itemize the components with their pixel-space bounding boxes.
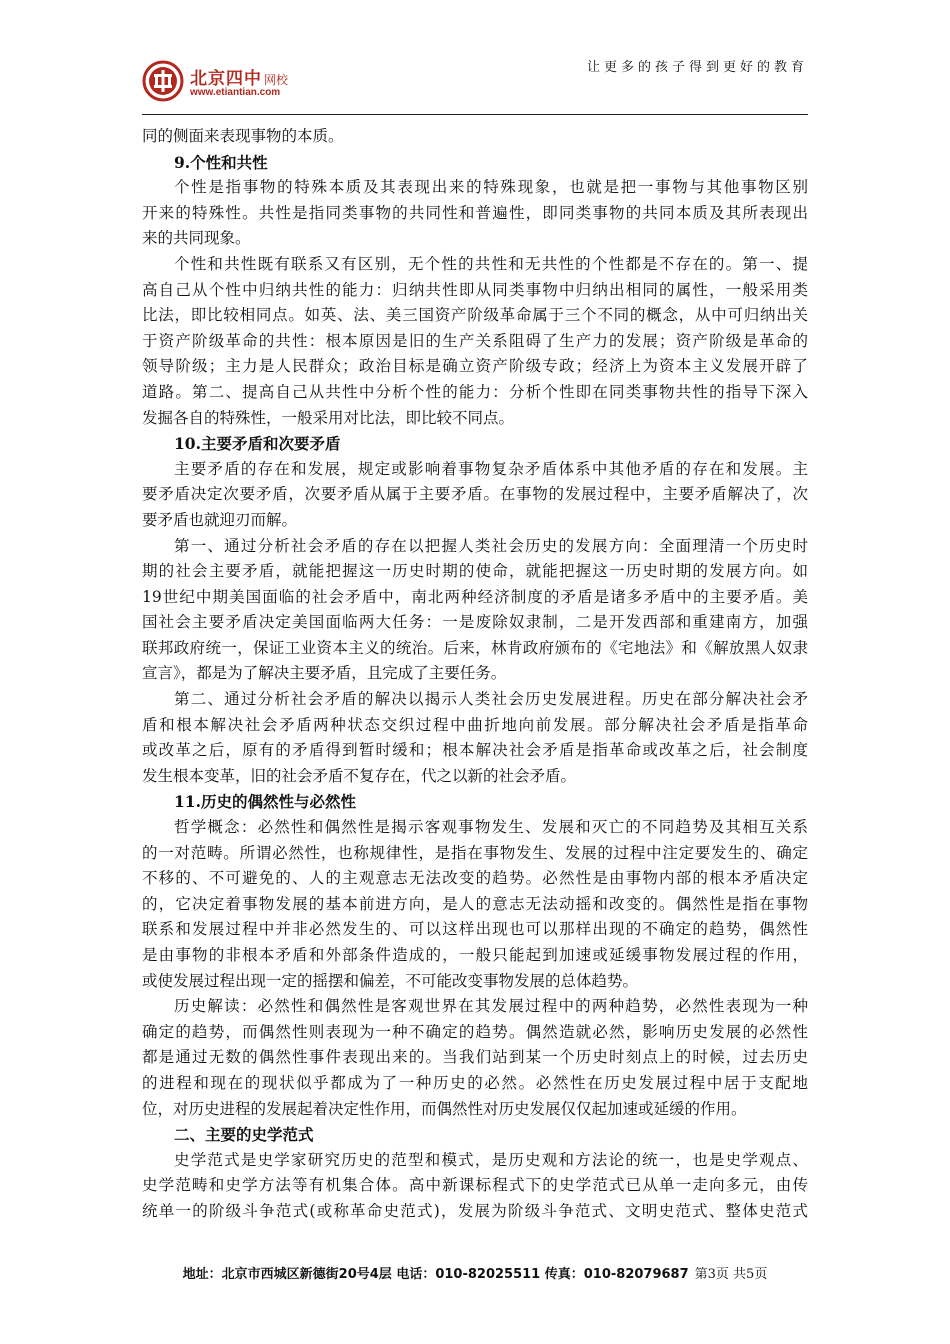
text-line: 第一、通过分析社会矛盾的存在以把握人类社会历史的发展方向：全面理清一个历史时 [174,536,808,555]
text-line: 第二、通过分析社会矛盾的解决以揭示人类社会历史发展进程。历史在部分解决社会矛 [174,690,808,709]
text-line: 宣言》，都是为了解决主要矛盾，且完成了主要任务。 [142,664,507,683]
section-heading: 9.个性和共性 [174,152,268,172]
text-line: 同的侧面来表现事物的本质。 [142,127,344,145]
text-line: 开来的特殊性。共性是指同类事物的共同性和普遍性，即同类事物的共同本质及其所表现出 [142,203,808,222]
text-line: 史学范畴和史学方法等有机集合体。高中新课标程式下的史学范式已从单一走向多元，由传 [142,1176,808,1195]
text-line: 或改革之后，原有的矛盾得到暂时缓和；根本解决社会矛盾是指革命或改革之后，社会制度 [142,741,808,760]
footer-address: 地址：北京市西城区新德街20号4层 电话：010-82025511 传真：010-82079687 [182,1267,689,1282]
text-line: 盾和根本解决社会矛盾两种状态交织过程中曲折地向前发展。部分解决社会矛盾是指革命 [142,715,808,734]
section-heading: 10.主要矛盾和次要矛盾 [174,434,341,454]
text-line: 于资产阶级革命的共性：根本原因是旧的生产关系阻碍了生产力的发展；资产阶级是革命的 [142,331,808,350]
text-line: 联邦政府统一，保证工业资本主义的统治。后来，林肯政府颁布的《宅地法》和《解放黑人奴隶 [142,638,808,657]
text-line: 都是通过无数的偶然性事件表现出来的。当我们站到某一个历史时刻点上的时候，过去历史 [142,1048,808,1067]
etiantian-logo-icon [142,60,184,102]
text-line: 要矛盾也就迎刃而解。 [142,510,298,529]
text-line: 的进程和现在的现状似乎都成为了一种历史的必然。必然性在历史发展过程中居于支配地 [142,1073,808,1092]
text-line: 高自己从个性中归纳共性的能力：归纳共性即从同类事物中归纳出相同的属性，一般采用类 [142,280,808,299]
school-url: www.etiantian.com [190,87,281,98]
document-body [142,124,808,1225]
text-line: 确定的趋势，而偶然性则表现为一种不确定的趋势。偶然造就必然，影响历史发展的必然性 [142,1022,808,1041]
text-line: 19世纪中期美国面临的社会矛盾中，南北两种经济制度的矛盾是诸多矛盾中的主要矛盾。美 [142,587,808,606]
text-line: 哲学概念：必然性和偶然性是揭示客观事物发生、发展和灭亡的不同趋势及其相互关系 [174,818,808,837]
text-line: 领导阶级；主力是人民群众；政治目标是确立资产阶级专政；经济上为资本主义发展开辟了 [142,357,808,376]
text-line: 国社会主要矛盾决定美国面临两大任务：一是废除奴隶制，二是开发西部和重建南方，加强 [142,613,808,632]
text-line: 统单一的阶级斗争范式(或称革命史范式)，发展为阶级斗争范式、文明史范式、整体史范式 [142,1201,808,1220]
text-line: 个性和共性既有联系又有区别，无个性的共性和无共性的个性都是不存在的。第一、提 [174,254,808,273]
section-heading: 11.历史的偶然性与必然性 [174,792,356,812]
slogan: 让更多的孩子得到更好的教育 [586,60,808,75]
school-name [190,64,288,89]
text-line: 是由事物的非根本矛盾和外部条件造成的，一般只能起到加速或延缓事物发展过程的作用， [142,946,808,964]
text-line: 个性是指事物的特殊本质及其表现出来的特殊现象，也就是把一事物与其他事物区别 [174,178,808,197]
text-line: 史学范式是史学家研究历史的范型和模式，是历史观和方法论的统一，也是史学观点、 [174,1150,808,1169]
page-number: 第3页 共5页 [694,1267,768,1282]
text-line: 的一对范畴。所谓必然性，也称规律性，是指在事物发生、发展的过程中注定要发生的、确定 [142,843,808,862]
text-line: 历史解读：必然性和偶然性是客观世界在其发展过程中的两种趋势，必然性表现为一种 [174,997,808,1016]
text-line: 发生根本变革，旧的社会矛盾不复存在，代之以新的社会矛盾。 [142,766,577,785]
text-line: 要矛盾决定次要矛盾，次要矛盾从属于主要矛盾。在事物的发展过程中，主要矛盾解决了，次 [142,485,808,504]
page-footer [142,1263,808,1282]
text-line: 联系和发展过程中并非必然发生的、可以这样出现也可以那样出现的不确定的趋势，偶然性 [142,920,808,939]
text-line: 比法，即比较相同点。如英、法、美三国资产阶级革命属于三个不同的概念，从中可归纳出关 [142,306,808,325]
text-line: 不移的、不可避免的、人的主观意志无法改变的趋势。必然性是由事物内部的根本矛盾决定 [142,869,808,888]
page-header [142,54,808,116]
text-line: 主要矛盾的存在和发展，规定或影响着事物复杂矛盾体系中其他矛盾的存在和发展。主 [174,459,808,478]
text-line: 的，它决定着事物发展的基本前进方向，是人的意志无法动摇和改变的。偶然性是指在事物 [142,894,808,913]
text-line: 或使发展过程出现一定的摇摆和偏差，不可能改变事物发展的总体趋势。 [142,971,639,990]
text-line: 发掘各自的特殊性，一般采用对比法，即比较不同点。 [142,408,515,427]
text-line: 道路。第二、提高自己从共性中分析个性的能力：分析个性即在同类事物共性的指导下深入 [142,382,808,401]
section-heading: 二、主要的史学范式 [174,1125,314,1145]
text-line: 位，对历史进程的发展起着决定性作用，而偶然性对历史发展仅仅起加速或延缓的作用。 [142,1099,747,1118]
school-name-text: 北京四中 [190,69,262,89]
text-line: 来的共同现象。 [142,229,251,248]
text-line: 期的社会主要矛盾，就能把握这一历史时期的使命，就能把握这一历史时期的发展方向。如 [142,562,808,581]
school-name-suffix: 网校 [264,73,289,87]
header-divider [142,114,808,115]
